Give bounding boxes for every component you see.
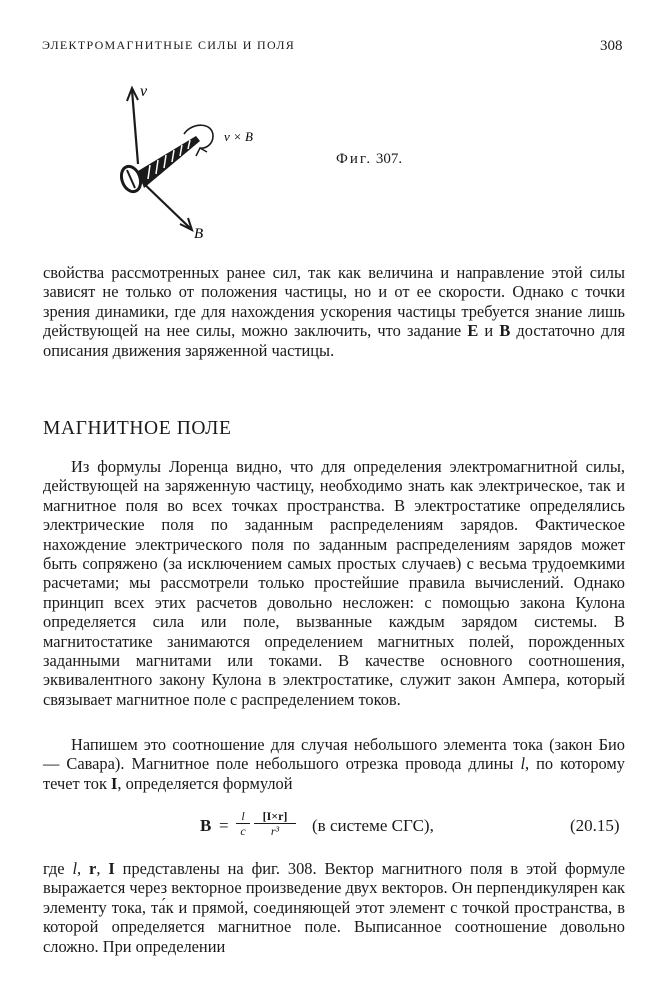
vector-b: B [499,321,511,341]
figure-caption [336,151,402,168]
fraction-l-over-c: $\frac{l}{c}$ [236,809,250,838]
running-head: ЭЛЕКТРОМАГНИТНЫЕ СИЛЫ И ПОЛЯ [42,38,296,52]
formula-20-15 [200,806,630,842]
lorentz-paragraph: Из формулы Лоренца видно, что для определения электромагнитной силы, действующей на заряженную частицу, необходимо знать как электрическое, так и магнитное поля во всех точках пространства. В электростатике определялись электрические поля по заданным распределениям зарядов. Фактическое нахождение электрического поля по заданным распределениям зарядов может быть сопряжено (за исключением самых простых случаев) с весьма трудоемкими расчетами; мы рассмотрели только простейшие правила вычислений. Однако принцип всех этих расчетов довольно несложен: с помощью закона Кулона определяется сила или поле, вызванные каждым зарядом системы. В магнитостатике занимаются определением магнитных полей, порожденных заданными магнитами или токами. В качестве основного соотношения, эквивалентного закону Кулона в электростатике, служит закон Ампера, который связывает магнитное поле с распределением токов. [43,457,625,709]
formula-lhs: B [200,816,212,835]
label-b: B [194,226,204,242]
screw-icon [118,136,200,194]
biot-savart-paragraph: Напишем это соотношение для случая небольшого элемента тока (закон Био — Савара). Магнитное поле небольшого отрезка провода длины l, по которому течет ток I, определяется формулой [43,735,625,793]
length-l: l [520,754,526,774]
figure-caption-number: 307. [375,151,403,167]
current-i: I [111,773,118,793]
formula-equals: = [219,816,229,835]
figure-caption-prefix: Фиг. [336,151,373,167]
where-paragraph: где l, r, I представлены на фиг. 308. Вектор магнитного поля в этой формуле выражается через векторное произведение двух векторов. Он перпендикулярен как элементу тока, та́к и прямой, соединяющей этот элемент с точкой пространства, в которой определяется магнитное поле. Выписанное соотношение довольно сложно. При определении [43,859,626,956]
label-v-cross-b: v × B [224,129,253,144]
section-heading: МАГНИТНОЕ ПОЛЕ [43,418,232,439]
v-vector-arrow [127,88,138,164]
figure-screw-diagram [100,78,300,248]
intro-paragraph: свойства рассмотренных ранее сил, так как величина и направление этой силы зависят не только от положения частицы, но и от ее скорости. Однако с точки зрения динамики, где для нахождения ускорения частицы требуется знание лишь действующей на нее силы, можно заключить, что задание E и B достаточно для описания движения заряженной частицы. [43,263,625,360]
fraction-cross-over-r3: $\frac{[I\times r]}{\text{r³}}$ [254,809,296,838]
page-number: 308 [600,38,623,54]
label-v: v [140,83,148,100]
equation-number: (20.15) [570,816,620,835]
vector-e: E [467,321,479,341]
rotation-arrowhead [196,148,207,156]
formula-system-note: (в системе СГС), [312,816,434,835]
